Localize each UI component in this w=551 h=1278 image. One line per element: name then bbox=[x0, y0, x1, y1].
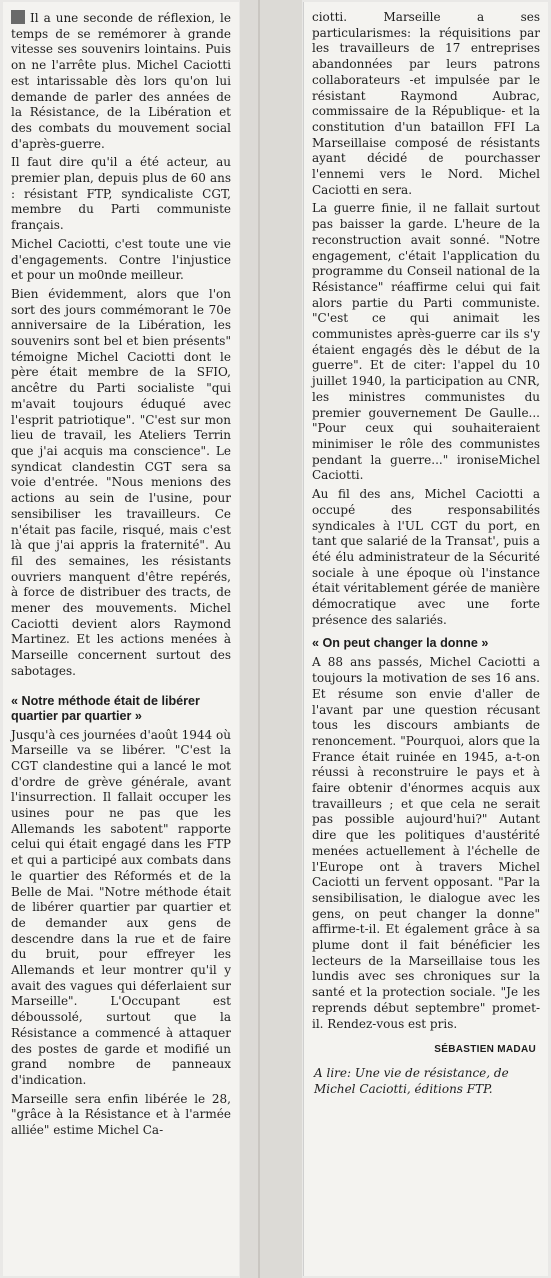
article-paragraph-6: Marseille sera enfin libérée le 28, "grâce à la Résistance et à l'armée alliée" estime Michel Ca- bbox=[11, 1091, 231, 1138]
article-paragraph-8: La guerre finie, il ne fallait surtout pas baisser la garde. L'heure de la reconstruction avait sonné. "Notre engagement, c'était l'application du programme du Conseil national de la Résistance" réaffirme celui qui fait alors partie du Parti communiste. "C'est ce qui animait les communistes après-guerre car ils s'y étaient engagés dès le début de la guerre". Et de citer: l'appel du 10 juillet 1940, la participation au CNR, les ministres communistes du premier gouvernement De Gaulle... "Pour ceux qui souhaiteraient minimiser le rôle des communistes pendant la guerre..." ironiseMichel Caciotti. bbox=[312, 201, 540, 483]
drop-cap-block bbox=[11, 10, 25, 24]
page-gutter bbox=[240, 0, 302, 1278]
gutter-fold-shadow bbox=[258, 0, 260, 1278]
article-paragraph-3: Michel Caciotti, c'est toute une vie d'engagements. Contre l'injustice et pour un mo0nde meilleur. bbox=[11, 236, 231, 283]
left-column bbox=[3, 2, 239, 1276]
author-signature: SÉBASTIEN MADAU bbox=[434, 1044, 536, 1056]
article-paragraph-4: Bien évidemment, alors que l'on sort des jours commémorant le 70e anniversaire de la Libération, les souvenirs sont bel et bien présents" témoigne Michel Caciotti dont le père était membre de la SFIO, ancêtre du Parti socialiste "qui m'avait toujours éduqué avec l'esprit patriotique". "C'est sur mon lieu de travail, les Ateliers Terrin que j'ai acquis ma conscience". Le syndicat clandestin CGT sera sa voie d'entrée. "Nous menions des actions au sein de l'usine, pour sensibiliser les travailleurs. Ce n'était pas facile, risqué, mais c'est là que j'ai appris la fraternité". Au fil des semaines, les résistants ouvriers manquent d'être repérés, à force de distribuer des tracts, de mener des mouvements. Michel Caciotti devient alors Raymond Martinez. Et les actions menées à Marseille concernent surtout des sabotages. bbox=[11, 286, 231, 678]
book-reference: A lire: Une vie de résistance, de Michel Caciotti, éditions FTP. bbox=[314, 1066, 509, 1097]
article-paragraph-10: A 88 ans passés, Michel Caciotti a toujours la motivation de ses 16 ans. Et résume son envie d'aller de l'avant par une question récusant tous les discours ambiants de renoncement. "Pourquoi, alors que la France était ruinée en 1945, a-t-on réussi à reconstruire le pays et à faire obtenir d'énormes acquis aux travailleurs ; et que cela ne serait pas possible aujourd'hui?" Autant dire que les politiques d'austérité menées actuellement à l'échelle de l'Europe ont à travers Michel Caciotti un fervent opposant. "Par la sensibilisation, le dialogue avec les gens, on peut changer la donne" affirme-t-il. Et également grâce à sa plume dont il fait bénéficier les lecteurs de la Marseillaise tous les lundis avec ses chroniques sur la santé et la protection sociale. "Je les reprends début septembre" promet-il. Rendez-vous est pris. bbox=[312, 655, 540, 1031]
subheading-quartier: « Notre méthode était de libérer quartier par quartier » bbox=[11, 693, 200, 723]
article-paragraph-9: Au fil des ans, Michel Caciotti a occupé des responsabilités syndicales à l'UL CGT du port, en tant que salarié de la Transat', puis a été élu administrateur de la Sécurité sociale à une époque où l'instance était véritablement gérée de manière démocratique avec une forte présence des salariés. bbox=[312, 487, 540, 627]
article-paragraph-2: Il faut dire qu'il a été acteur, au premier plan, depuis plus de 60 ans : résistant FTP, syndicaliste CGT, membre du Parti communiste français. bbox=[11, 155, 231, 233]
article-paragraph-5: Jusqu'à ces journées d'août 1944 où Marseille va se libérer. "C'est la CGT clandestine qui a lancé le mot d'ordre de grève générale, avant l'insurrection. Il fallait occuper les usines pour ne pas que les Allemands les sabotent" rapporte celui qui était engagé dans les FTP et qui a participé aux combats dans le quartier des Réformés et de la Belle de Mai. "Notre méthode était de libérer quartier par quartier et de demander aux gens de descendre dans la rue et de faire du bruit, pour effreyer les Allemands et leur montrer qu'il y avait des vagues qui déferlaient sur Marseille". L'Occupant est déboussolé, surtout que la Résistance a commencé à attaquer des postes de garde et modifié un grand nombre de panneaux d'indication. bbox=[11, 727, 231, 1087]
subheading-changer-la-donne: « On peut changer la donne » bbox=[312, 636, 489, 651]
article-paragraph-1: Il a une seconde de réflexion, le temps de se remémorer à grande vitesse ses souvenirs lointains. Puis on ne l'arrête plus. Michel Caciotti est intarissable dès lors qu'on lui demande de parler des années de la Résistance, de la Libération et des combats du mouvement social d'après-guerre. bbox=[11, 11, 231, 151]
article-paragraph-7: ciotti. Marseille a ses particularismes: la réquisitions par les travailleurs de 17 entreprises abandonnées par leurs patrons collaborateurs -et impulsée par le résistant Raymond Aubrac, commissaire de la République- et la constitution d'un bataillon FFI La Marseillaise composé de résistants ayant décidé de pourchasser l'ennemi vers le Nord. Michel Caciotti en sera. bbox=[312, 10, 540, 197]
right-column bbox=[303, 2, 548, 1276]
